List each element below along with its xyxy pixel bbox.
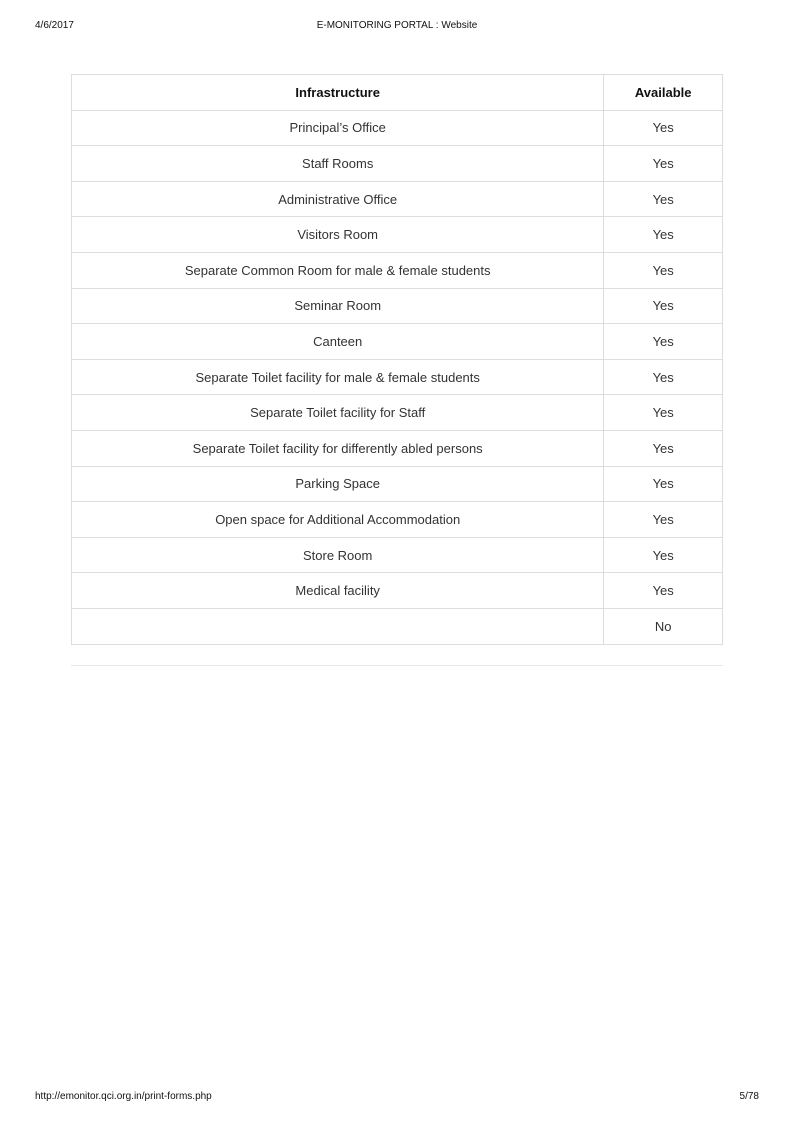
available-cell: Yes bbox=[604, 466, 723, 502]
page-number: 5/78 bbox=[739, 1091, 759, 1102]
infrastructure-cell: Canteen bbox=[72, 324, 604, 360]
infrastructure-cell: Principal’s Office bbox=[72, 110, 604, 146]
available-cell: Yes bbox=[604, 252, 723, 288]
footer-url: http://emonitor.qci.org.in/print-forms.php bbox=[35, 1091, 212, 1102]
infrastructure-cell: Store Room bbox=[72, 537, 604, 573]
infrastructure-cell: Medical facility bbox=[72, 573, 604, 609]
available-cell: Yes bbox=[604, 395, 723, 431]
available-cell: Yes bbox=[604, 359, 723, 395]
table-row bbox=[72, 288, 723, 324]
table-row bbox=[72, 395, 723, 431]
table-row bbox=[72, 181, 723, 217]
infrastructure-cell: Visitors Room bbox=[72, 217, 604, 253]
table-row bbox=[72, 608, 723, 644]
infrastructure-cell: Staff Rooms bbox=[72, 146, 604, 182]
infrastructure-table bbox=[71, 74, 723, 645]
table-header-row bbox=[72, 75, 723, 111]
table-row bbox=[72, 537, 723, 573]
infrastructure-cell bbox=[72, 608, 604, 644]
available-cell: Yes bbox=[604, 146, 723, 182]
available-cell: Yes bbox=[604, 502, 723, 538]
table-row bbox=[72, 110, 723, 146]
infrastructure-cell: Separate Toilet facility for Staff bbox=[72, 395, 604, 431]
table-row bbox=[72, 430, 723, 466]
table-row bbox=[72, 359, 723, 395]
available-cell: Yes bbox=[604, 217, 723, 253]
available-cell: Yes bbox=[604, 181, 723, 217]
available-cell: Yes bbox=[604, 288, 723, 324]
table-row bbox=[72, 324, 723, 360]
column-header-available: Available bbox=[604, 75, 723, 111]
table-row bbox=[72, 146, 723, 182]
column-header-infrastructure: Infrastructure bbox=[72, 75, 604, 111]
page-title: E-MONITORING PORTAL : Website bbox=[316, 20, 478, 31]
available-cell: Yes bbox=[604, 430, 723, 466]
table-row bbox=[72, 466, 723, 502]
available-cell: Yes bbox=[604, 324, 723, 360]
infrastructure-cell: Separate Toilet facility for differently abled persons bbox=[72, 430, 604, 466]
infrastructure-cell: Open space for Additional Accommodation bbox=[72, 502, 604, 538]
table-row bbox=[72, 573, 723, 609]
table-row bbox=[72, 502, 723, 538]
print-date: 4/6/2017 bbox=[35, 20, 74, 31]
infrastructure-cell: Parking Space bbox=[72, 466, 604, 502]
infrastructure-cell: Seminar Room bbox=[72, 288, 604, 324]
available-cell: Yes bbox=[604, 573, 723, 609]
table-row bbox=[72, 252, 723, 288]
infrastructure-cell: Administrative Office bbox=[72, 181, 604, 217]
infrastructure-cell: Separate Toilet facility for male & female students bbox=[72, 359, 604, 395]
infrastructure-cell: Separate Common Room for male & female students bbox=[72, 252, 604, 288]
table-row bbox=[72, 217, 723, 253]
available-cell: Yes bbox=[604, 537, 723, 573]
available-cell: No bbox=[604, 608, 723, 644]
section-divider bbox=[71, 665, 723, 666]
available-cell: Yes bbox=[604, 110, 723, 146]
